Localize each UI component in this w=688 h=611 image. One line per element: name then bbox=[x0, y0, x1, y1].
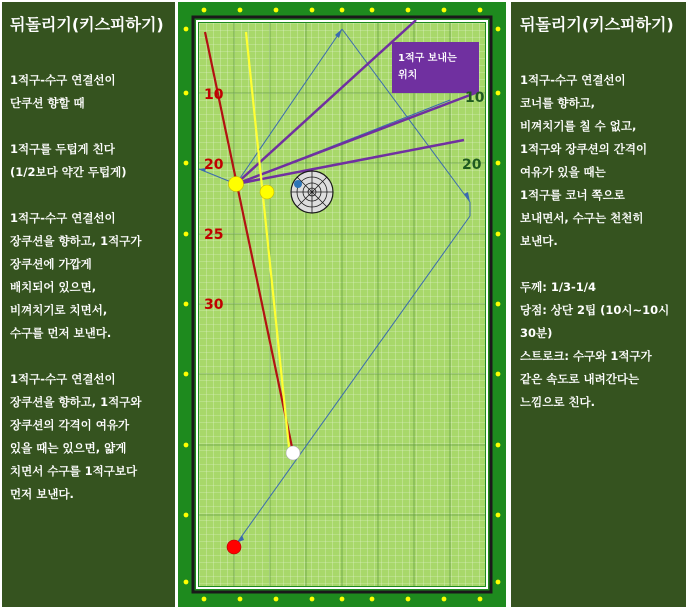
text-line: 장쿠션에 가깝게 bbox=[10, 257, 92, 271]
text-line: 1적구-수구 연결선이 bbox=[10, 73, 116, 87]
text-line: 있을 때는 있으면, 얇게 bbox=[10, 441, 127, 455]
diamond-marker-left-10: 10 bbox=[204, 87, 224, 103]
text-line: 단쿠션 향할 때 bbox=[10, 96, 85, 110]
yellow-ball-ghost bbox=[260, 185, 274, 199]
text-line: 수구를 먼저 보낸다. bbox=[10, 326, 112, 340]
billiard-table-diagram bbox=[178, 2, 506, 607]
diamond-marker-right-10: 10 bbox=[465, 90, 485, 106]
text-line: 코너를 향하고, bbox=[520, 96, 596, 110]
left-paragraph-1 bbox=[10, 69, 167, 115]
text-line: 보낸다. bbox=[520, 234, 558, 248]
spec-stroke: 스트로크: 수구와 1적구가 bbox=[520, 349, 652, 363]
yellow-ball-main bbox=[229, 177, 244, 192]
left-explanation-panel bbox=[2, 2, 175, 607]
left-paragraph-2 bbox=[10, 138, 167, 184]
diamond-marker-left-20: 20 bbox=[204, 157, 224, 173]
text-line: (1/2보다 약간 두텁게) bbox=[10, 165, 127, 179]
text-line: 1적구-수구 연결선이 bbox=[10, 211, 116, 225]
spec-tip-point: 당점: 상단 2팁 (10시~10시 bbox=[520, 303, 670, 317]
text-line: 1적구와 장쿠션의 간격이 bbox=[520, 142, 648, 156]
text-line: 장쿠션을 향하고, 1적구와 bbox=[10, 395, 142, 409]
text-line: 1적구를 두텁게 친다 bbox=[10, 142, 115, 156]
spec-tip-point-cont: 30분) bbox=[520, 326, 553, 340]
red-ball bbox=[227, 540, 241, 554]
right-paragraph-1 bbox=[520, 69, 677, 253]
target-compass bbox=[291, 171, 333, 213]
shot-specs bbox=[520, 276, 677, 414]
text-line: 1적구-수구 연결선이 bbox=[10, 372, 116, 386]
spec-stroke-end: 느낌으로 친다. bbox=[520, 395, 596, 409]
text-line: 위치 bbox=[398, 70, 418, 81]
white-ball bbox=[286, 446, 300, 460]
text-line: 1적구를 코너 쪽으로 bbox=[520, 188, 625, 202]
left-paragraph-4 bbox=[10, 368, 167, 506]
text-line: 비껴치기로 치면서, bbox=[10, 303, 108, 317]
text-line: 장쿠션을 향하고, 1적구가 bbox=[10, 234, 142, 248]
spec-stroke-cont: 같은 속도로 내려간다는 bbox=[520, 372, 640, 386]
right-panel-title: 뒤돌리기(키스피하기) bbox=[520, 15, 674, 34]
diamond-marker-right-20: 20 bbox=[462, 157, 482, 173]
left-paragraph-3 bbox=[10, 207, 167, 345]
spec-thickness: 두께: 1/3-1/4 bbox=[520, 280, 597, 294]
text-line: 배치되어 있으면, bbox=[10, 280, 97, 294]
text-line: 먼저 보낸다. bbox=[10, 487, 74, 501]
tip-point-dot bbox=[294, 180, 302, 188]
diamond-marker-left-25: 25 bbox=[204, 227, 224, 243]
diamond-marker-left-30: 30 bbox=[204, 297, 224, 313]
text-line: 여유가 있을 때는 bbox=[520, 165, 606, 179]
text-line: 보내면서, 수구는 천천히 bbox=[520, 211, 644, 225]
text-line: 비껴치기를 칠 수 없고, bbox=[520, 119, 637, 133]
left-panel-title: 뒤돌리기(키스피하기) bbox=[10, 15, 164, 34]
text-line: 치면서 수구를 1적구보다 bbox=[10, 464, 138, 478]
text-line: 1적구-수구 연결선이 bbox=[520, 73, 626, 87]
right-explanation-panel bbox=[511, 2, 686, 607]
text-line: 1적구 보내는 bbox=[398, 53, 457, 64]
object-ball-target-callout bbox=[392, 42, 479, 93]
text-line: 장쿠션의 각격이 여유가 bbox=[10, 418, 130, 432]
